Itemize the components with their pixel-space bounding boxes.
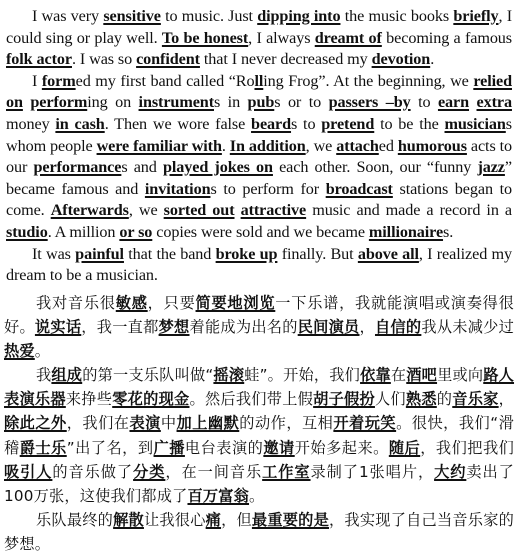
key-term: 酒吧 xyxy=(406,366,438,385)
key-term: In addition xyxy=(229,136,306,155)
key-term: musician xyxy=(444,114,506,133)
text-run: acts to our xyxy=(6,136,512,177)
key-term: 简要地浏览 xyxy=(195,294,276,312)
text-run: 在 xyxy=(390,366,407,385)
text-run: music and made a record in a xyxy=(306,201,512,220)
text-run: becoming a famous xyxy=(381,28,513,47)
key-term: 熟悉 xyxy=(405,390,437,409)
text-run: 电台表演的 xyxy=(184,438,264,457)
key-term: 痛 xyxy=(205,510,222,529)
text-run: . xyxy=(221,136,230,155)
chinese-paragraph xyxy=(4,363,514,508)
key-term: played jokes on xyxy=(162,158,273,177)
text-run: money xyxy=(6,114,56,133)
english-paragraph xyxy=(6,6,512,71)
key-term: earn xyxy=(437,93,470,112)
text-run: 我 xyxy=(36,366,52,385)
key-term: 最重要的是 xyxy=(251,510,330,529)
text-run: stations began to come. xyxy=(6,179,513,220)
text-run: 人们 xyxy=(374,390,406,409)
text-run: to be the xyxy=(374,114,445,133)
text-run: 。然后我们带上假 xyxy=(189,390,314,409)
text-run: s. xyxy=(443,222,454,241)
key-term: were familiar with xyxy=(96,136,222,155)
key-term: ll xyxy=(254,71,264,90)
key-term: Afterwards xyxy=(50,201,129,220)
text-run: 里或向 xyxy=(437,366,484,385)
text-run: ” became famous and xyxy=(6,158,512,198)
text-run: 。 xyxy=(249,486,265,505)
text-run: ，在一间音乐 xyxy=(165,462,263,481)
key-term: 除此之外 xyxy=(4,414,67,433)
key-term: humorous xyxy=(397,136,467,155)
key-term: devotion xyxy=(371,50,431,69)
text-run: ， xyxy=(498,390,515,409)
text-run: to music. Just xyxy=(160,7,258,25)
key-term: dreamt of xyxy=(314,28,382,47)
key-term: To be honest xyxy=(161,28,249,47)
key-term: performance xyxy=(33,158,122,177)
key-term: form xyxy=(41,71,76,90)
key-term: 自信的 xyxy=(374,318,422,337)
text-run: 来挣些 xyxy=(65,390,113,409)
text-run: ，我一直都 xyxy=(81,318,159,337)
text-run: 蛙”。开始，我们 xyxy=(244,366,361,385)
text-run: ，我们把我们 xyxy=(420,438,515,457)
key-term: confident xyxy=(136,50,200,69)
key-term: 说实话 xyxy=(34,318,82,337)
key-term: invitation xyxy=(144,179,211,198)
key-term: passers –by xyxy=(328,93,411,112)
key-term: sorted out xyxy=(163,201,235,220)
key-term: 摇滚 xyxy=(213,366,245,385)
text-run: ed xyxy=(378,136,398,155)
text-run: , I always xyxy=(248,28,315,47)
text-run: 录制了1张唱片， xyxy=(310,462,435,481)
key-term: 百万富翁 xyxy=(187,486,250,505)
text-run: . Then we wore false xyxy=(104,114,252,133)
key-term: 随后 xyxy=(388,438,421,457)
text-run: 的音乐做了 xyxy=(52,462,134,481)
text-run: s to perform for xyxy=(210,179,326,198)
key-term: jazz xyxy=(477,158,505,177)
chinese-paragraph xyxy=(4,291,514,363)
key-term: attach xyxy=(336,136,379,155)
text-run: 卖出了100万张，这使我们都成了 xyxy=(4,462,514,505)
text-run: s in xyxy=(214,93,248,112)
key-term: 解散 xyxy=(113,510,144,529)
key-term: 敏感 xyxy=(115,294,148,312)
key-term: 工作室 xyxy=(262,462,311,481)
text-run: . I was so xyxy=(71,50,137,69)
key-term: extra xyxy=(476,93,512,112)
text-run: 乐队最终的 xyxy=(36,510,114,529)
text-run: 中 xyxy=(160,414,177,433)
text-run: ，我实现了自己当音乐家的梦想。 xyxy=(4,510,515,553)
key-term: 爵士乐 xyxy=(19,438,67,457)
chinese-translation xyxy=(4,291,514,556)
key-term: 大约 xyxy=(434,462,467,481)
text-run: ，但 xyxy=(221,510,252,529)
key-term: 加上幽默 xyxy=(176,414,240,433)
text-run: I was very xyxy=(32,7,104,25)
key-term: 胡子假扮 xyxy=(313,390,375,409)
key-term: 民间演员 xyxy=(297,318,360,337)
key-term: pretend xyxy=(321,114,375,133)
text-run: 让我很心 xyxy=(143,510,206,529)
key-term: or so xyxy=(119,222,153,241)
text-run: , I realized my dream to be a musician. xyxy=(6,244,512,285)
key-term: perform xyxy=(30,93,88,112)
text-run: to xyxy=(410,93,438,112)
text-run: that the band xyxy=(123,244,216,263)
key-term: in cash xyxy=(55,114,105,133)
key-term: 广播 xyxy=(153,438,185,457)
text-run: ，只要 xyxy=(147,294,196,312)
text-run: that I never decreased my xyxy=(199,50,372,69)
text-run: 。 xyxy=(34,342,51,361)
text-run: the music books xyxy=(340,7,454,25)
key-term: 分类 xyxy=(133,462,166,481)
key-term: broadcast xyxy=(325,179,393,198)
text-run xyxy=(469,93,476,111)
text-run: ， xyxy=(359,318,375,337)
text-run: s and xyxy=(121,158,163,177)
text-run: s to xyxy=(291,114,322,133)
chinese-paragraph xyxy=(4,508,514,556)
text-run: 着能成为出名的 xyxy=(189,318,298,337)
key-term: above all xyxy=(357,244,419,263)
english-paragraph xyxy=(6,244,512,287)
key-term: 路人表演乐器 xyxy=(4,366,515,409)
key-term: 零花的现金 xyxy=(112,390,190,409)
key-term: 依靠 xyxy=(360,366,391,385)
key-term: beard xyxy=(251,114,292,133)
key-term: sensitive xyxy=(103,7,161,25)
text-run: ，我们在 xyxy=(66,414,130,433)
key-term: 组成 xyxy=(51,366,83,385)
key-term: folk actor xyxy=(6,50,72,69)
text-run: 的动作，互相 xyxy=(239,414,334,433)
text-run: 。很快，我们“滑稽 xyxy=(4,414,514,457)
english-paragraph xyxy=(6,71,512,244)
key-term: millionaire xyxy=(368,222,444,241)
key-term: dipping into xyxy=(257,7,341,25)
text-run: . A million xyxy=(47,222,120,241)
key-term: 音乐家 xyxy=(452,390,499,409)
text-run: , we xyxy=(128,201,164,220)
text-run: finally. But xyxy=(277,244,358,263)
text-run: ing Frog”. At the beginning, we xyxy=(263,71,474,90)
text-run: 开始多起来。 xyxy=(294,438,389,457)
text-run: , I could sing or play well. xyxy=(6,7,512,47)
text-run: 的 xyxy=(436,390,453,409)
key-term: attractive xyxy=(240,201,307,220)
text-run: each other. Soon, our “funny xyxy=(272,158,478,177)
key-term: briefly xyxy=(453,7,499,25)
text-run: ed my first band called “Ro xyxy=(75,71,255,90)
key-term: 开着玩笑 xyxy=(333,414,397,433)
english-passage xyxy=(6,6,512,287)
key-term: instrument xyxy=(138,93,214,112)
text-run: ”出了名，到 xyxy=(66,438,154,457)
text-run: 我从未减少过 xyxy=(421,318,515,337)
text-run: s or to xyxy=(274,93,329,112)
key-term: 吸引人 xyxy=(4,462,53,481)
text-run: s whom people xyxy=(6,114,512,155)
text-run: ing on xyxy=(87,93,139,112)
key-term: studio xyxy=(6,222,48,241)
key-term: 梦想 xyxy=(158,318,190,337)
key-term: broke up xyxy=(215,244,278,263)
text-run: 的第一支乐队叫做“ xyxy=(82,366,214,385)
text-run: copies were sold and we became xyxy=(152,222,369,241)
text-run: It was xyxy=(32,244,76,263)
key-term: painful xyxy=(75,244,124,263)
key-term: 热爱 xyxy=(4,342,35,361)
key-term: pub xyxy=(247,93,275,112)
text-run: I xyxy=(32,71,42,90)
text-run: 我对音乐很 xyxy=(36,294,116,312)
text-run: . xyxy=(430,50,435,69)
text-run: , we xyxy=(305,136,337,155)
text-run: 一下乐谱，我就能演唱或演奏得很好。 xyxy=(4,294,515,337)
key-term: relied on xyxy=(6,71,512,112)
key-term: 邀请 xyxy=(263,438,295,457)
key-term: 表演 xyxy=(129,414,161,433)
